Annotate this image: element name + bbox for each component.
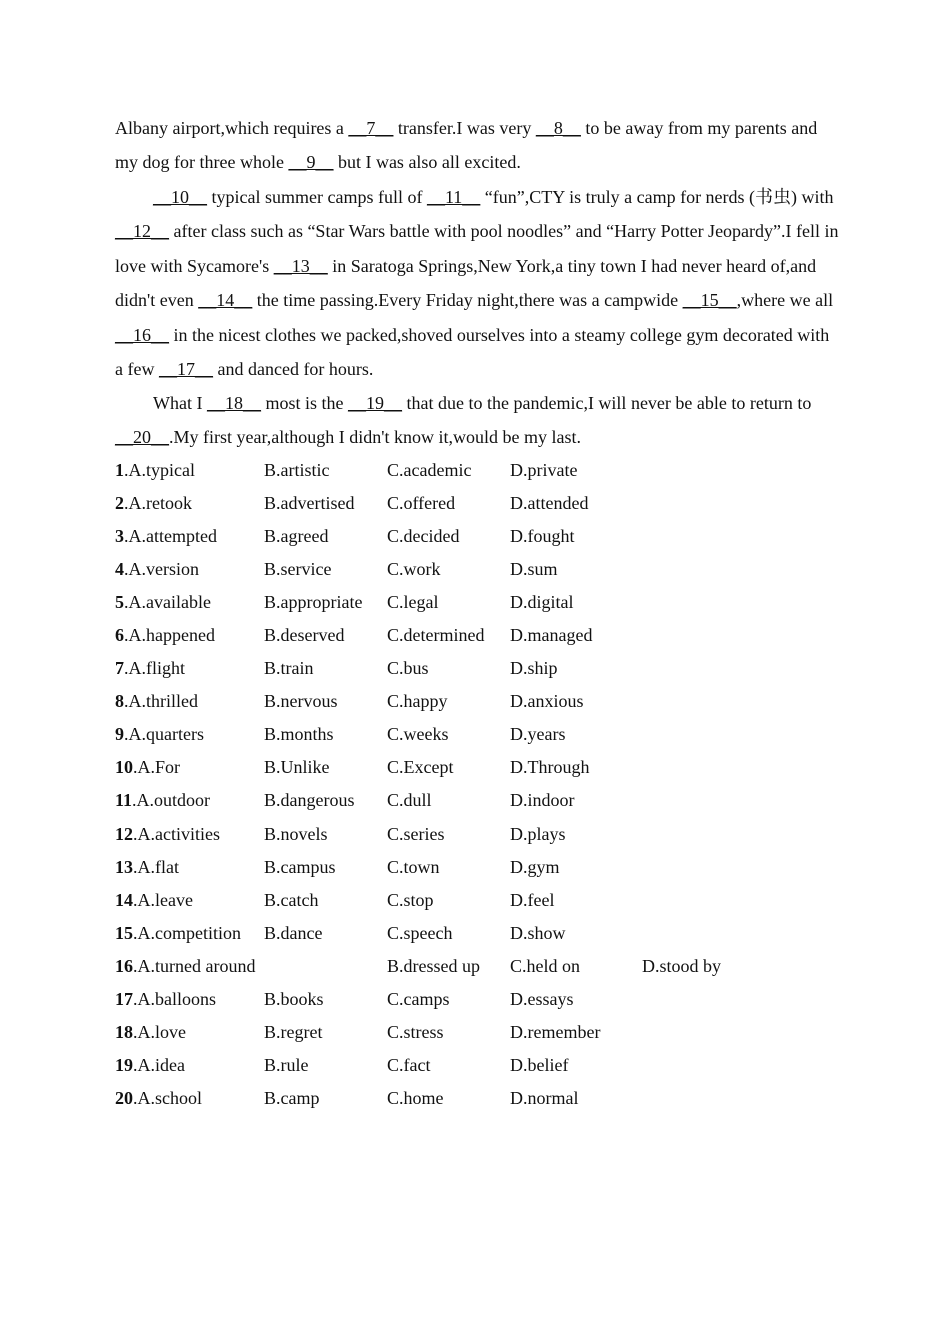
option-b: B.Unlike <box>264 757 330 778</box>
option-a <box>115 950 255 983</box>
question-number: 1 <box>115 460 124 480</box>
answer-blank: __20__ <box>115 427 169 448</box>
option-a-text: .A.available <box>124 592 211 613</box>
option-b: B.books <box>264 988 324 1009</box>
question-number: 19 <box>115 1054 133 1075</box>
option-b: B.deserved <box>264 625 345 646</box>
question-row <box>115 652 840 685</box>
option-a <box>115 1049 185 1082</box>
answer-blank: __11__ <box>426 187 481 207</box>
answer-blank: __16__ <box>115 324 169 345</box>
passage-text: typical summer camps full of <box>207 187 427 207</box>
option-a <box>115 751 180 784</box>
question-number: 7 <box>115 658 124 679</box>
option-a <box>115 553 199 586</box>
answer-blank: __9__ <box>288 152 334 173</box>
option-a-text: .A.typical <box>124 460 195 480</box>
option-c: C.town <box>387 856 440 877</box>
option-c: C.stop <box>387 889 434 910</box>
option-b: B.regret <box>264 1021 323 1042</box>
answer-options-list <box>115 454 840 1115</box>
option-c: C.decided <box>387 526 460 547</box>
option-d: D.ship <box>510 658 558 679</box>
answer-blank: __13__ <box>273 255 328 276</box>
passage-text: that due to the pandemic,I will never be able to return to <box>402 393 812 413</box>
option-c: C.happy <box>387 691 448 712</box>
option-a-text: .A.leave <box>133 889 193 910</box>
question-number: 4 <box>115 559 124 580</box>
option-c: C.weeks <box>387 724 449 745</box>
option-a <box>115 818 220 851</box>
question-row <box>115 1082 840 1115</box>
option-b: B.novels <box>264 823 328 844</box>
option-d: D.digital <box>510 592 574 613</box>
question-number: 9 <box>115 724 124 745</box>
option-c: C.series <box>387 823 445 844</box>
passage-text: the time passing.Every Friday night,there was a campwide <box>252 290 683 311</box>
question-row <box>115 950 840 983</box>
question-number: 12 <box>115 823 133 844</box>
option-d: D.attended <box>510 493 589 514</box>
option-c: C.camps <box>387 988 450 1009</box>
option-a <box>115 586 211 619</box>
option-d: D.sum <box>510 559 558 580</box>
question-number: 10 <box>115 757 133 778</box>
option-d: D.normal <box>510 1087 579 1108</box>
question-row <box>115 751 840 784</box>
option-c: C.dull <box>387 790 432 811</box>
option-d: D.belief <box>510 1054 569 1075</box>
option-d: D.remember <box>510 1021 601 1042</box>
question-row <box>115 619 840 652</box>
option-d: D.essays <box>510 988 574 1009</box>
option-c: C.Except <box>387 757 454 778</box>
question-row <box>115 454 840 487</box>
option-d: D.indoor <box>510 790 575 811</box>
question-row <box>115 553 840 586</box>
question-number: 3 <box>115 526 124 547</box>
option-b: B.train <box>264 658 314 679</box>
question-row <box>115 586 840 619</box>
option-b: B.catch <box>264 889 319 910</box>
question-row <box>115 983 840 1016</box>
answer-blank: __7__ <box>348 118 394 138</box>
passage-text: most is the <box>260 393 348 413</box>
option-a-text: .A.idea <box>133 1054 185 1075</box>
option-d: D.stood by <box>642 955 722 976</box>
question-row <box>115 884 840 917</box>
option-a-text: .A.balloons <box>133 988 216 1009</box>
answer-blank: __19__ <box>348 393 402 413</box>
question-row <box>115 1016 840 1049</box>
passage-text: .My first year,although I didn't know it,would be my last. <box>169 427 581 448</box>
option-b: B.agreed <box>264 526 329 547</box>
answer-blank: __10__ <box>153 187 207 207</box>
option-b: B.dangerous <box>264 790 355 811</box>
option-c: C.bus <box>387 658 429 679</box>
option-a-text: .A.retook <box>124 493 192 514</box>
answer-blank: __12__ <box>115 221 169 242</box>
option-b: B.artistic <box>264 460 330 480</box>
passage-text: but I was also all excited. <box>333 152 521 173</box>
answer-blank: __15__ <box>682 290 737 311</box>
question-row <box>115 1049 840 1082</box>
option-d: D.plays <box>510 823 566 844</box>
option-b: B.campus <box>264 856 336 877</box>
passage-text: ,where we all <box>736 290 834 311</box>
option-d: D.show <box>510 922 566 943</box>
option-a <box>115 685 198 718</box>
option-a <box>115 487 192 520</box>
option-b: B.camp <box>264 1087 320 1108</box>
option-a-text: .A.turned around <box>133 955 256 976</box>
question-row <box>115 685 840 718</box>
option-b: B.advertised <box>264 493 355 514</box>
question-number: 14 <box>115 889 133 910</box>
option-a-text: .A.school <box>133 1087 202 1108</box>
answer-blank: __18__ <box>206 393 261 413</box>
option-b: B.dressed up <box>387 955 480 976</box>
option-c: C.speech <box>387 922 453 943</box>
question-number: 11 <box>115 790 133 811</box>
option-a-text: .A.competition <box>133 922 241 943</box>
question-number: 16 <box>115 955 133 976</box>
question-row <box>115 520 840 553</box>
question-number: 5 <box>115 592 124 613</box>
option-a-text: .A.flight <box>124 658 185 679</box>
option-c: C.home <box>387 1087 444 1108</box>
option-a-text: .A.flat <box>133 856 179 877</box>
passage-text: transfer.I was very <box>393 118 536 138</box>
question-number: 6 <box>115 625 124 646</box>
option-d: D.fought <box>510 526 575 547</box>
option-b: B.dance <box>264 922 323 943</box>
option-a <box>115 652 185 685</box>
option-a <box>115 983 216 1016</box>
option-a <box>115 1082 202 1115</box>
option-b: B.months <box>264 724 334 745</box>
question-number: 2 <box>115 493 124 514</box>
option-d: D.years <box>510 724 566 745</box>
option-a-text: .A.happened <box>124 625 215 646</box>
option-a-text: .A.activities <box>133 823 220 844</box>
question-number: 20 <box>115 1087 133 1108</box>
option-a-text: .A.love <box>133 1021 186 1042</box>
question-row <box>115 818 840 851</box>
passage-text: to be away from my parents and my dog for three whole <box>115 118 818 173</box>
option-d: D.anxious <box>510 691 584 712</box>
option-d: D.gym <box>510 856 560 877</box>
option-c: C.academic <box>387 460 472 480</box>
question-number: 13 <box>115 856 133 877</box>
passage-paragraph-3 <box>115 386 840 455</box>
passage-text: in Saratoga Springs,New York,a tiny town I had never heard of,and didn't even <box>115 255 817 311</box>
option-a-text: .A.quarters <box>124 724 204 745</box>
option-c: C.determined <box>387 625 485 646</box>
passage-text: “fun”,CTY is truly a camp for nerds (书虫) with <box>480 187 834 207</box>
option-a-text: .A.attempted <box>124 526 217 547</box>
passage-text: What I <box>153 393 207 413</box>
option-c: C.legal <box>387 592 439 613</box>
option-c: C.fact <box>387 1054 431 1075</box>
passage-paragraph-2 <box>115 180 840 386</box>
question-row <box>115 487 840 520</box>
question-row <box>115 784 840 817</box>
question-row <box>115 917 840 950</box>
option-b: B.service <box>264 559 332 580</box>
option-c: C.work <box>387 559 441 580</box>
question-number: 15 <box>115 922 133 943</box>
option-a-text: .A.thrilled <box>124 691 198 712</box>
option-d: D.managed <box>510 625 593 646</box>
option-a <box>115 718 204 751</box>
option-d: D.feel <box>510 889 555 910</box>
question-row <box>115 718 840 751</box>
option-b: B.nervous <box>264 691 338 712</box>
question-number: 8 <box>115 691 124 712</box>
question-number: 18 <box>115 1021 133 1042</box>
option-c: C.offered <box>387 493 456 514</box>
option-d: D.private <box>510 460 578 480</box>
option-a <box>115 520 217 553</box>
option-a <box>115 917 241 950</box>
question-number: 17 <box>115 988 133 1009</box>
option-c: C.stress <box>387 1021 444 1042</box>
option-a <box>115 884 193 917</box>
answer-blank: __8__ <box>535 118 581 138</box>
option-a <box>115 454 195 487</box>
option-c: C.held on <box>510 955 580 976</box>
option-b: B.appropriate <box>264 592 363 613</box>
passage-text: in the nicest clothes we packed,shoved ourselves into a steamy college gym decorated with a few <box>115 324 830 380</box>
answer-blank: __14__ <box>198 290 253 311</box>
option-d: D.Through <box>510 757 590 778</box>
option-a <box>115 1016 186 1049</box>
passage-text: after class such as “Star Wars battle with pool noodles” and “Harry Potter Jeopardy”.I fell in love with Sycamore's <box>115 221 839 276</box>
option-a <box>115 619 215 652</box>
option-a <box>115 784 210 817</box>
option-a-text: .A.For <box>133 757 181 778</box>
answer-blank: __17__ <box>158 359 213 380</box>
passage-text: Albany airport,which requires a <box>115 118 349 138</box>
option-b: B.rule <box>264 1054 309 1075</box>
option-a-text: .A.outdoor <box>132 790 211 811</box>
passage-text: and danced for hours. <box>212 359 374 380</box>
option-a <box>115 851 179 884</box>
question-row <box>115 851 840 884</box>
passage-paragraph-1 <box>115 111 840 180</box>
option-a-text: .A.version <box>124 559 199 580</box>
